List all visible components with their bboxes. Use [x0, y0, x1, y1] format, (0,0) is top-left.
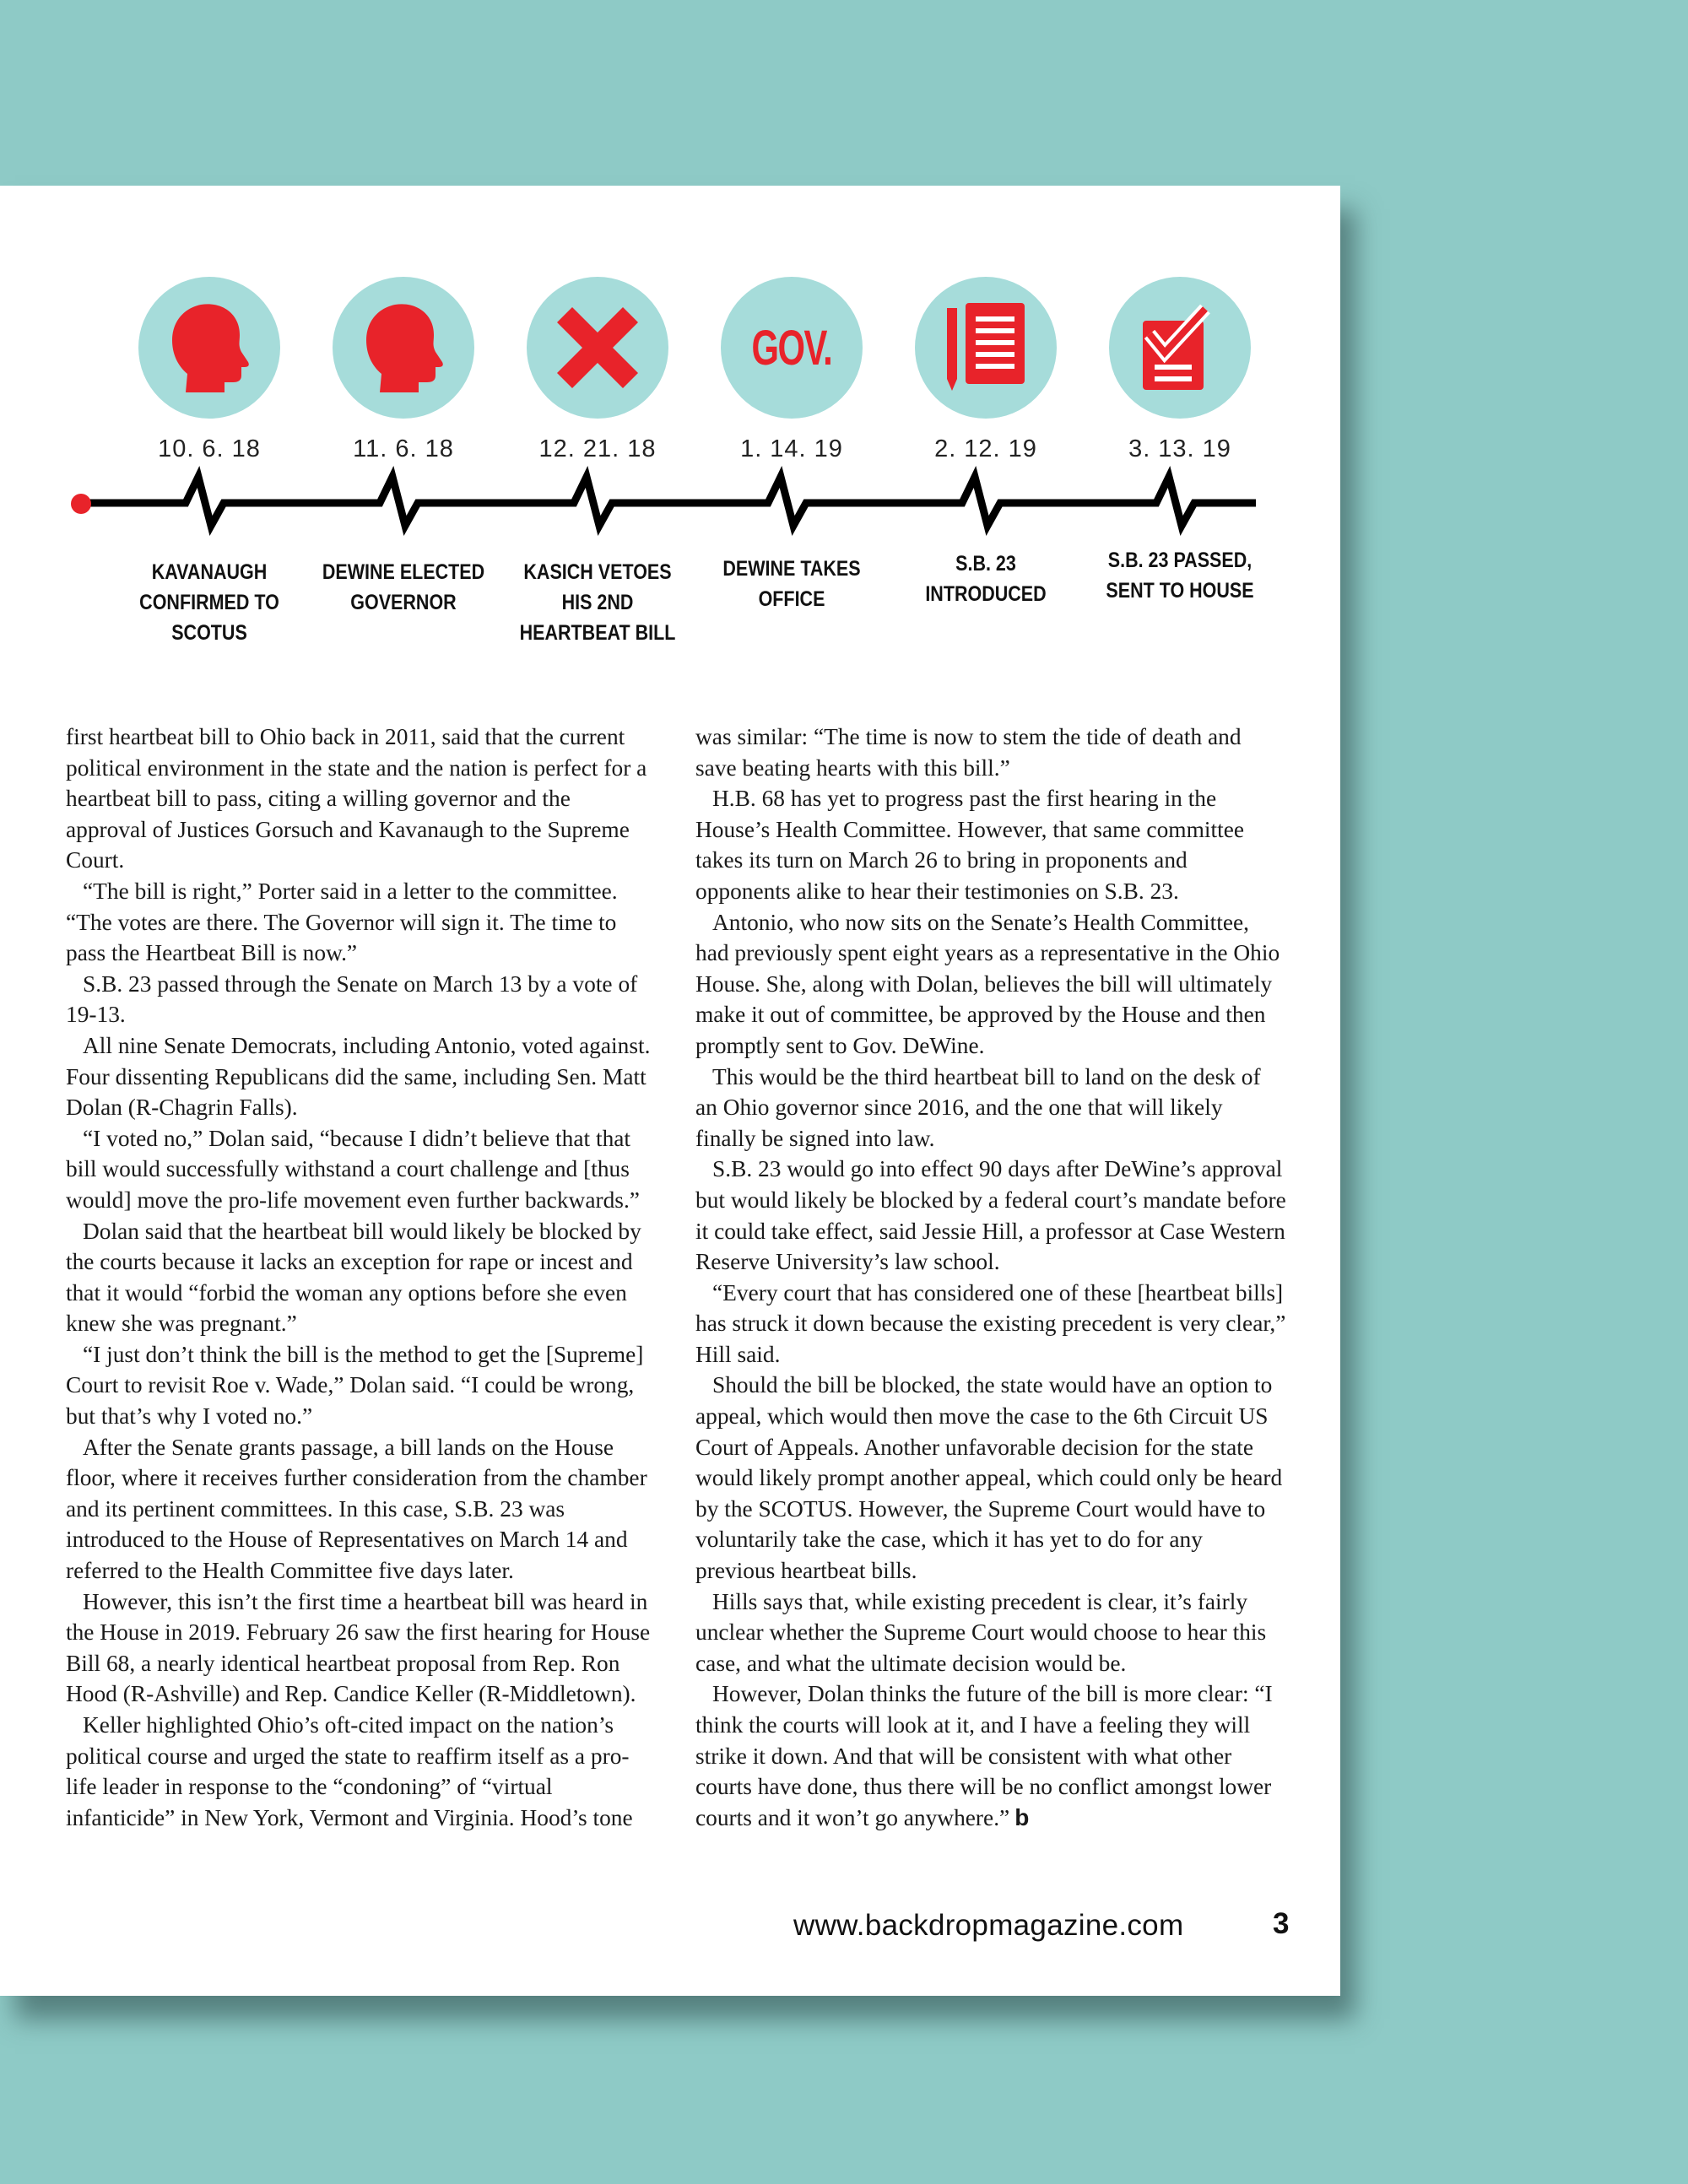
- checklist-icon: [1138, 304, 1222, 392]
- article-column-left: [66, 722, 657, 1833]
- event-label: DEWINE TAKES OFFICE: [722, 557, 861, 611]
- article-paragraph: “I just don’t think the bill is the method to get the [Supreme] Court to revisit Roe v. Wade,” Dolan said. “I could be wrong, but that’s why I voted no.”: [66, 1341, 644, 1430]
- article-paragraph: “Every court that has considered one of these [heartbeat bills] has struck it down because the existing precedent is very clear,” Hill said.: [695, 1279, 1286, 1367]
- article-paragraph: Should the bill be blocked, the state would have an option to appeal, which would then move the case to the 6th Circuit US Court of Appeals. Another unfavorable decision for the state would likely prompt another appeal, which could only be heard by the SCOTUS. However, the Supreme Court would have to voluntarily take the case, which it has yet to do for any previous heartbeat bills.: [695, 1372, 1283, 1584]
- article-column-right: [695, 722, 1286, 1833]
- event-date: 3. 13. 19: [1128, 435, 1231, 462]
- footer-url: www.backdropmagazine.com: [793, 1909, 1184, 1942]
- event-date: 2. 12. 19: [934, 435, 1037, 462]
- head-profile-icon: [361, 301, 446, 394]
- event-date: 10. 6. 18: [158, 435, 261, 462]
- end-mark-icon: b: [1014, 1803, 1030, 1830]
- event-icon-circle: [721, 277, 863, 419]
- event-label: S.B. 23 PASSED, SENT TO HOUSE: [1106, 549, 1254, 603]
- article-paragraph: This would be the third heartbeat bill to land on the desk of an Ohio governor since 2016, and the one that will likely finally be signed into law.: [695, 1063, 1261, 1151]
- event-label: DEWINE ELECTED GOVERNOR: [322, 560, 485, 614]
- article-paragraph: first heartbeat bill to Ohio back in 2011, said that the current political environment in the state and the nation is perfect for a heartbeat bill to pass, citing a willing governor and the approval of Justices Gorsuch and Kavanaugh to the Supreme Court.: [66, 724, 647, 873]
- event-label: KASICH VETOES HIS 2ND HEARTBEAT BILL: [519, 560, 676, 645]
- magazine-page: [0, 186, 1340, 1996]
- article-paragraph: was similar: “The time is now to stem the tide of death and save beating hearts with this bill.”: [695, 724, 1242, 781]
- article-paragraph: Keller highlighted Ohio’s oft-cited impact on the nation’s political course and urged the state to reaffirm itself as a pro-life leader in response to the “condoning” of “virtual infanticide” in New York, Vermont and Virginia. Hood’s tone: [66, 1712, 633, 1830]
- event-icon-circle: [333, 277, 474, 419]
- event-icon-circle: [915, 277, 1057, 419]
- page-number: 3: [1273, 1907, 1290, 1940]
- event-label: S.B. 23 INTRODUCED: [925, 552, 1047, 606]
- article-paragraph: All nine Senate Democrats, including Antonio, voted against. Four dissenting Republicans did the same, including Sen. Matt Dolan (R-Chagrin Falls).: [66, 1032, 651, 1121]
- article-paragraph: H.B. 68 has yet to progress past the first hearing in the House’s Health Committee. However, that same committee takes its turn on March 26 to bring in proponents and opponents alike to hear their testimonies on S.B. 23.: [695, 786, 1245, 904]
- event-icon-circle: [138, 277, 280, 419]
- head-profile-icon: [167, 301, 252, 394]
- event-icon-circle: [1109, 277, 1251, 419]
- timeline: [0, 186, 1340, 692]
- article-paragraph: Antonio, who now sits on the Senate’s Health Committee, had previously spent eight years as a representative in the Ohio House. She, along with Dolan, believes the bill will ultimately make it out of committee, be approved by the House and then promptly sent to Gov. DeWine.: [695, 909, 1280, 1058]
- article-paragraph: “The bill is right,” Porter said in a letter to the committee. “The votes are there. The Governor will sign it. The time to pass the Heartbeat Bill is now.”: [66, 878, 618, 966]
- timeline-start-dot: [71, 494, 91, 514]
- article-paragraph: Hills says that, while existing precedent is clear, it’s fairly unclear whether the Supreme Court would choose to hear this case, and what the ultimate decision would be.: [695, 1588, 1267, 1676]
- x-mark-icon: [554, 304, 641, 392]
- article-paragraph-final: [695, 1679, 1286, 1833]
- event-date: 1. 14. 19: [740, 435, 843, 462]
- article-paragraph: Dolan said that the heartbeat bill would likely be blocked by the courts because it lacks an exception for rape or incest and that it would “forbid the woman any options before she even knew she was pregnant.”: [66, 1218, 641, 1337]
- article-paragraph: “I voted no,” Dolan said, “because I didn’t believe that that bill would successfully withstand a court challenge and [thus would] move the pro-life movement even further backwards.”: [66, 1125, 640, 1213]
- event-label: KAVANAUGH CONFIRMED TO SCOTUS: [139, 560, 279, 645]
- event-icon-circle: [527, 277, 668, 419]
- event-date: 11. 6. 18: [353, 435, 454, 462]
- final-paragraph-text: However, Dolan thinks the future of the bill is more clear: “I think the courts will look at it, and I have a feeling they will strike it down. And that will be consistent with what other courts have done, thus there will be no conflict amongst lower courts and it won’t go anywhere.”: [695, 1681, 1273, 1830]
- article-paragraph: S.B. 23 would go into effect 90 days after DeWine’s approval but would likely be blocked by a federal court’s mandate before it could take effect, said Jessie Hill, a professor at Case Western Reserve University’s law school.: [695, 1156, 1286, 1275]
- gov-text-icon: GOV.: [751, 320, 832, 376]
- article-paragraph: However, this isn’t the first time a heartbeat bill was heard in the House in 2019. February 26 saw the first hearing for House Bill 68, a nearly identical heartbeat proposal from Rep. Ron Hood (R-Ashville) and Rep. Candice Keller (R-Middletown).: [66, 1588, 651, 1707]
- event-date: 12. 21. 18: [538, 435, 657, 462]
- article-paragraph: After the Senate grants passage, a bill lands on the House floor, where it receives further consideration from the chamber and its pertinent committees. In this case, S.B. 23 was introduced to the House of Representatives on March 14 and referred to the Health Committee five days later.: [66, 1434, 647, 1584]
- document-pencil-icon: [944, 301, 1028, 394]
- article-paragraph: S.B. 23 passed through the Senate on March 13 by a vote of 19-13.: [66, 970, 638, 1028]
